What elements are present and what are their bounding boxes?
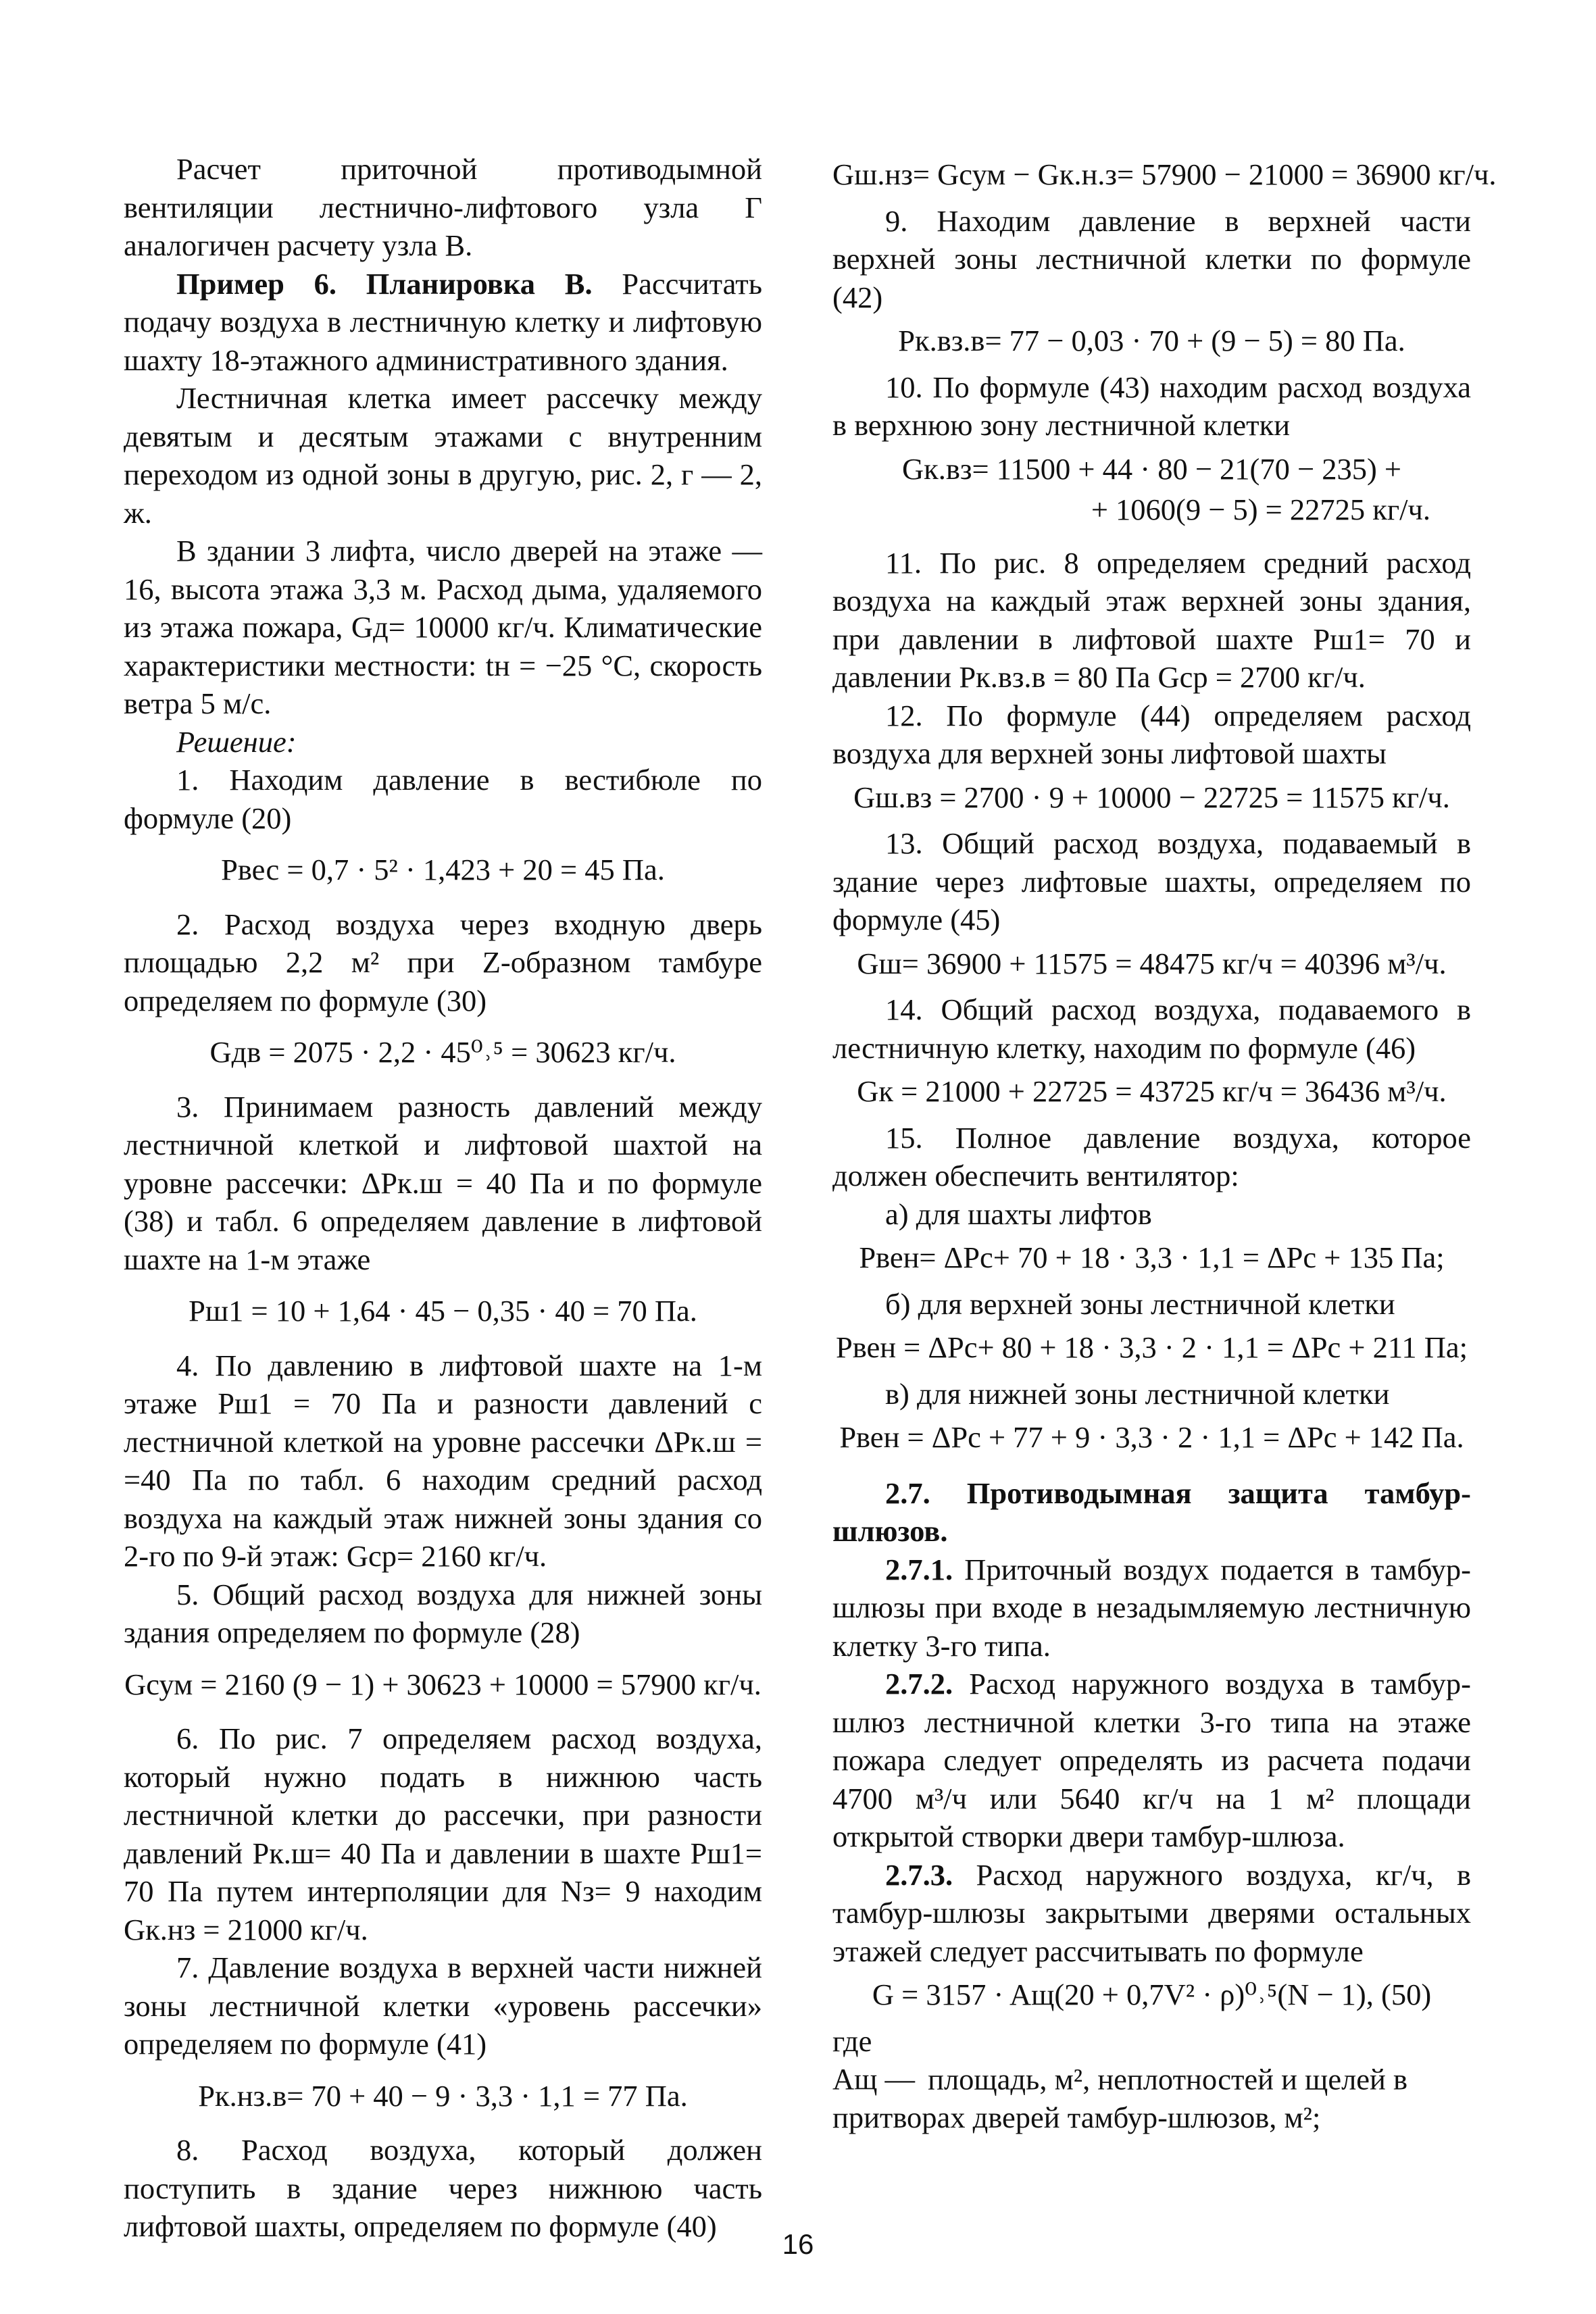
equation-15a: Pвен= ΔPс+ 70 + 18 · 3,3 · 1,1 = ΔPс + 135 Па; (859, 1240, 1445, 1274)
equation-1: Pвес = 0,7 · 5² · 1,423 + 20 = 45 Па. (221, 853, 665, 886)
step-2: 2. Расход воздуха через входную дверь площадью 2,2 м² при Z-образном тамбуре определяем по формуле (30) (124, 907, 762, 1017)
equation-2: Gдв = 2075 · 2,2 · 45⁰˒⁵ = 30623 кг/ч. (209, 1035, 676, 1069)
equation-14: Gк = 21000 + 22725 = 43725 кг/ч = 36436 м³/ч. (857, 1074, 1447, 1108)
paragraph-2-7-3-number: 2.7.3. (885, 1857, 953, 1892)
section-heading-2-7: 2.7. Противодымная защита тамбур-шлюзов. (832, 1476, 1471, 1548)
paragraph-2-7-2-text: Расход наружного воздуха в тамбур-шлюз лестничной клетки 3-го типа на этаже пожара следует определять из расчета подачи 4700 м³/ч или 5640 кг/ч на 1 м² площади открытой створки двери тамбур-шлюза. (832, 1667, 1471, 1853)
step-15b: б) для верхней зоны лестничной клетки (885, 1286, 1395, 1321)
step-12: 12. По формуле (44) определяем расход воздуха для верхней зоны лифтовой шахты (832, 698, 1471, 770)
step-1: 1. Находим давление в вестибюле по формуле (20) (124, 763, 762, 835)
paragraph-2-7-2-number: 2.7.2. (885, 1667, 953, 1701)
where-lead: где Aщ — (832, 2023, 916, 2096)
example-body: Рассчитать подачу воздуха в лестничную клетку и лифтовую шахту 18-этажного административного здания. (124, 266, 762, 377)
step-13: 13. Общий расход воздуха, подаваемый в здание через лифтовые шахты, определяем по формуле (45) (832, 826, 1471, 936)
step-8: 8. Расход воздуха, который должен поступить в здание через нижнюю часть лифтовой шахты, определяем по формуле (40) (124, 2133, 762, 2243)
left-column (124, 150, 762, 2246)
step-6: 6. По рис. 7 определяем расход воздуха, который нужно подать в нижнюю часть лестничной клетки до рассечки, при разности давлений Pк.ш= 40 Па и давлении в шахте Pш1= 70 Па путем интерполяции для Nз= 9 находим Gк.нз = 21000 кг/ч. (124, 1721, 762, 1946)
paragraph-2-7-2 (832, 1665, 1471, 1856)
step-7: 7. Давление воздуха в верхней части нижней зоны лестничной клетки «уровень рассечки» определяем по формуле (41) (124, 1951, 762, 2061)
step-9: 9. Находим давление в верхней части верхней зоны лестничной клетки по формуле (42) (832, 203, 1471, 314)
paragraph-2-7-3 (832, 1856, 1471, 1971)
stair-paragraph: Лестничная клетка имеет рассечку между девятым и десятым этажами с внутренним переходом из одной зоны в другую, рис. 2, г — 2, ж. (124, 381, 762, 530)
step-15a: а) для шахты лифтов (885, 1197, 1152, 1231)
equation-8: Gш.нз= Gсум − Gк.н.з= 57900 − 21000 = 36900 кг/ч. (832, 157, 1497, 191)
step-15: 15. Полное давление воздуха, которое должен обеспечить вентилятор: (832, 1120, 1471, 1192)
building-paragraph: В здании 3 лифта, число дверей на этаже — 16, высота этажа 3,3 м. Расход дыма, удаляемого из этажа пожара, Gд= 10000 кг/ч. Климатические характеристики местности: tн = −25 °С, скорость ветра 5 м/с. (124, 534, 762, 720)
step-4: 4. По давлению в лифтовой шахте на 1-м этаже Pш1 = 70 Па и разности давлений с лестничной клеткой на уровне рассечки ΔPк.ш = =40 Па по табл. 6 находим средний расход воздуха на каждый этаж нижней зоны здания со 2-го по 9-й этаж: Gср= 2160 кг/ч. (124, 1348, 762, 1573)
equation-9: Pк.вз.в= 77 − 0,03 · 70 + (9 − 5) = 80 Па. (898, 324, 1405, 357)
right-column (832, 150, 1497, 2136)
where-text: площадь, м², неплотностей и щелей в притворах дверей тамбур-шлюзов, м²; (832, 2062, 1407, 2134)
step-5: 5. Общий расход воздуха для нижней зоны здания определяем по формуле (28) (124, 1577, 762, 1649)
equation-7: Pк.нз.в= 70 + 40 − 9 · 3,3 · 1,1 = 77 Па. (198, 2078, 688, 2113)
paragraph-2-7-1-text: Приточный воздух подается в тамбур-шлюзы при входе в незадымляемую лестничную клетку 3-го типа. (832, 1552, 1471, 1663)
solution-label: Решение: (176, 724, 297, 759)
equation-13: Gш= 36900 + 11575 = 48475 кг/ч = 40396 м³/ч. (857, 946, 1447, 980)
step-11: 11. По рис. 8 определяем средний расход воздуха на каждый этаж верхней зоны здания, при давлении в лифтовой шахте Pш1= 70 и давлении Pк.вз.в = 80 Па Gср = 2700 кг/ч. (832, 545, 1471, 694)
equation-15c: Pвен = ΔPс + 77 + 9 · 3,3 · 2 · 1,1 = ΔPс + 142 Па. (839, 1420, 1464, 1454)
intro-paragraph: Расчет приточной противодымной вентиляции лестнично-лифтового узла Г аналогичен расчету узла В. (124, 152, 762, 262)
equation-12: Gш.вз = 2700 · 9 + 10000 − 22725 = 11575 кг/ч. (853, 780, 1450, 814)
equation-50: G = 3157 · Aщ(20 + 0,7V² · ρ)⁰˒⁵(N − 1), (50) (872, 1978, 1432, 2011)
equation-15b: Pвен = ΔPс+ 80 + 18 · 3,3 · 2 · 1,1 = ΔPс + 211 Па; (835, 1330, 1468, 1364)
paragraph-2-7-1 (832, 1551, 1471, 1665)
equation-10a: Gк.вз= 11500 + 44 · 80 − 21(70 − 235) + (901, 451, 1401, 486)
step-3: 3. Принимаем разность давлений между лестничной клеткой и лифтовой шахтой на уровне рассечки: ΔPк.ш = 40 Па и по формуле (38) и табл. 6 определяем давление в лифтовой шахте на 1-м этаже (124, 1089, 762, 1276)
example-title: Пример 6. Планировка В. (176, 266, 593, 301)
paragraph-2-7-3-text: Расход наружного воздуха, кг/ч, в тамбур-шлюзы закрытыми дверями остальных этажей следует рассчитывать по формуле (832, 1857, 1471, 1968)
equation-5: Gсум = 2160 (9 − 1) + 30623 + 10000 = 57900 кг/ч. (124, 1667, 762, 1701)
paragraph-2-7-1-number: 2.7.1. (885, 1552, 953, 1586)
step-15c: в) для нижней зоны лестничной клетки (885, 1376, 1390, 1411)
step-14: 14. Общий расход воздуха, подаваемого в лестничную клетку, находим по формуле (46) (832, 992, 1471, 1065)
equation-3: Pш1 = 10 + 1,64 · 45 − 0,35 · 40 = 70 Па. (189, 1294, 697, 1328)
page-number: 16 (782, 2228, 814, 2260)
where-clause (832, 2022, 1471, 2137)
example-paragraph (124, 265, 762, 380)
step-10: 10. По формуле (43) находим расход воздуха в верхнюю зону лестничной клетки (832, 370, 1471, 442)
equation-10b: + 1060(9 − 5) = 22725 кг/ч. (1091, 493, 1430, 526)
